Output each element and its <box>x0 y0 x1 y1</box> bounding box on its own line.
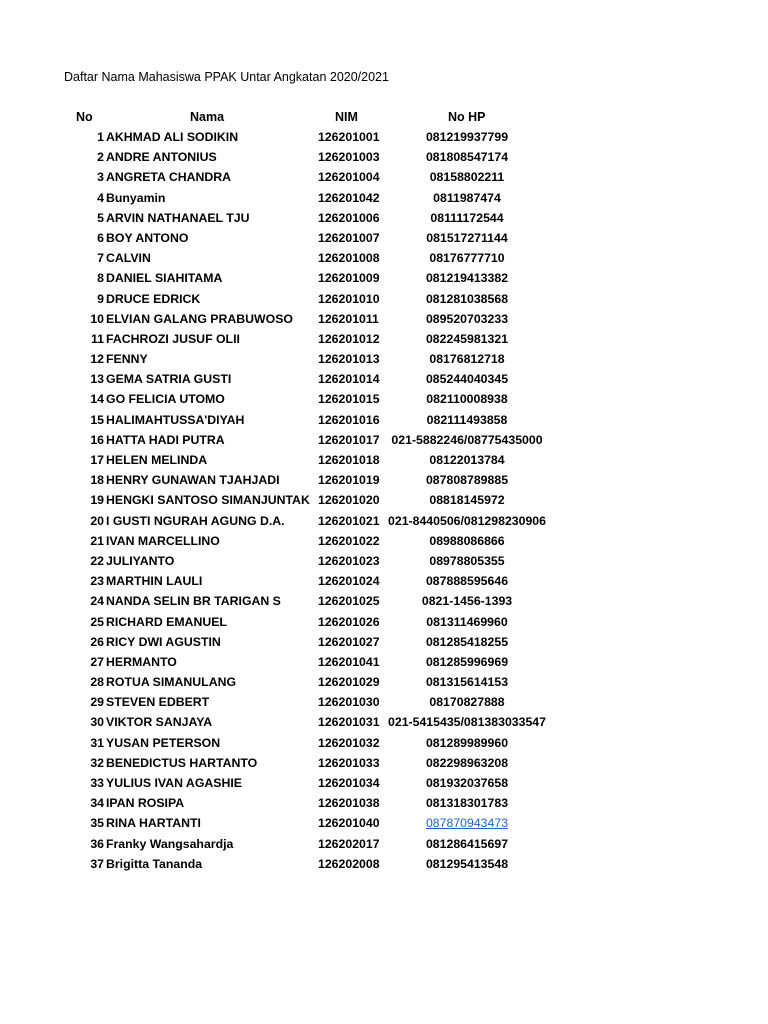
row-number: 26 <box>90 634 104 649</box>
table-row <box>0 774 768 794</box>
table-row <box>0 754 768 774</box>
student-name: YULIUS IVAN AGASHIE <box>106 776 242 790</box>
table-row <box>0 290 768 310</box>
student-name: HATTA HADI PUTRA <box>106 432 225 447</box>
student-nim: 126201018 <box>318 453 380 467</box>
table-row <box>0 613 768 633</box>
table-row <box>0 633 768 653</box>
table-row <box>0 572 768 592</box>
table-row <box>0 128 768 148</box>
row-number: 36 <box>90 836 104 851</box>
student-name: FACHROZI JUSUF OLII <box>106 331 240 346</box>
row-number: 30 <box>90 715 104 730</box>
table-row <box>0 390 768 410</box>
student-name: ANDRE ANTONIUS <box>106 150 217 165</box>
header-nim: NIM <box>335 110 358 124</box>
student-nim: 126201024 <box>318 574 380 589</box>
student-nim: 126201042 <box>318 190 380 205</box>
student-phone: 081289989960 <box>425 735 509 750</box>
table-row <box>0 209 768 229</box>
student-phone: 08111172544 <box>430 210 504 225</box>
table-row <box>0 168 768 188</box>
table-row <box>0 330 768 350</box>
table-row <box>0 713 768 733</box>
student-phone: 0821-1456-1393 <box>421 594 513 609</box>
student-name: NANDA SELIN BR TARIGAN S <box>106 594 281 609</box>
student-phone: 081318301783 <box>425 796 509 811</box>
student-phone: 082245981321 <box>425 331 509 346</box>
row-number: 32 <box>90 755 104 770</box>
row-number: 12 <box>90 352 104 367</box>
student-phone: 081295413548 <box>425 856 509 871</box>
student-name: CALVIN <box>106 251 151 266</box>
student-name: MARTHIN LAULI <box>106 574 203 589</box>
row-number: 11 <box>91 331 104 346</box>
table-row <box>0 855 768 875</box>
student-phone: 081932037658 <box>425 776 509 790</box>
student-name: HENGKI SANTOSO SIMANJUNTAK <box>106 493 310 508</box>
row-number: 16 <box>90 432 104 447</box>
student-name: RICHARD EMANUEL <box>106 614 227 629</box>
student-phone: 08158802211 <box>429 170 505 185</box>
row-number: 13 <box>90 372 104 387</box>
row-number: 19 <box>90 493 104 508</box>
header-no: No <box>76 110 93 124</box>
student-nim: 126201001 <box>318 130 380 144</box>
student-phone: 087808789885 <box>425 473 509 488</box>
student-name: ROTUA SIMANULANG <box>106 675 237 690</box>
row-number: 25 <box>90 614 104 629</box>
table-row <box>0 734 768 754</box>
student-nim: 126201027 <box>318 634 380 649</box>
row-number: 33 <box>90 776 104 790</box>
student-nim: 126201012 <box>318 331 380 346</box>
row-number: 37 <box>90 856 104 871</box>
phone-link[interactable]: 087870943473 <box>425 816 509 831</box>
row-number: 28 <box>90 675 104 690</box>
row-number: 21 <box>90 533 104 548</box>
student-phone: 081219937799 <box>425 130 509 144</box>
student-phone: 081311469960 <box>426 614 508 629</box>
row-number: 24 <box>90 594 104 609</box>
student-name: JULIYANTO <box>106 553 175 568</box>
student-nim: 126202008 <box>318 856 380 871</box>
student-phone: 085244040345 <box>425 372 509 387</box>
table-row <box>0 431 768 451</box>
student-name: ARVIN NATHANAEL TJU <box>106 210 250 225</box>
row-number: 5 <box>97 210 104 225</box>
student-name: GO FELICIA UTOMO <box>106 392 225 407</box>
student-nim: 126201033 <box>318 755 380 770</box>
student-name: STEVEN EDBERT <box>106 695 210 710</box>
student-name: HENRY GUNAWAN TJAHJADI <box>106 473 280 488</box>
student-nim: 126201008 <box>318 251 380 266</box>
row-number: 9 <box>97 291 104 306</box>
row-number: 23 <box>90 574 104 589</box>
student-nim: 126201019 <box>318 473 380 488</box>
row-number: 4 <box>97 190 104 205</box>
student-phone: 087888595646 <box>425 574 509 589</box>
student-phone: 021-8440506/081298230906 <box>388 513 546 528</box>
row-number: 27 <box>90 654 104 669</box>
student-name: HELEN MELINDA <box>106 453 208 467</box>
table-row <box>0 814 768 834</box>
table-row <box>0 350 768 370</box>
student-nim: 126201025 <box>318 594 380 609</box>
student-nim: 126201038 <box>318 796 380 811</box>
student-phone: 081286415697 <box>425 836 509 851</box>
row-number: 14 <box>90 392 104 407</box>
student-name: YUSAN PETERSON <box>106 735 221 750</box>
student-phone: 081517271144 <box>426 230 508 245</box>
table-row <box>0 491 768 511</box>
student-nim: 126201007 <box>318 230 380 245</box>
student-phone: 08818145972 <box>429 493 505 508</box>
student-name: ANGRETA CHANDRA <box>106 170 232 185</box>
student-nim: 126201010 <box>318 291 380 306</box>
student-name: I GUSTI NGURAH AGUNG D.A. <box>106 513 285 528</box>
student-name: BENEDICTUS HARTANTO <box>106 755 258 770</box>
table-row <box>0 835 768 855</box>
student-nim: 126201006 <box>318 210 380 225</box>
student-nim: 126201016 <box>318 412 380 427</box>
student-name: HERMANTO <box>106 654 177 669</box>
student-phone: 081808547174 <box>425 150 509 165</box>
student-name: RICY DWI AGUSTIN <box>106 634 221 649</box>
table-row <box>0 148 768 168</box>
student-phone: 021-5415435/081383033547 <box>388 715 546 730</box>
table-row <box>0 512 768 532</box>
student-nim: 126201021 <box>318 513 380 528</box>
student-nim: 126201009 <box>318 271 380 286</box>
student-phone: 082110008938 <box>426 392 508 407</box>
row-number: 15 <box>90 412 104 427</box>
table-row <box>0 794 768 814</box>
row-number: 20 <box>90 513 104 528</box>
student-phone: 0811987474 <box>433 190 501 205</box>
student-name: VIKTOR SANJAYA <box>106 715 213 730</box>
student-name: BOY ANTONO <box>106 230 189 245</box>
student-nim: 126201034 <box>318 776 380 790</box>
table-row <box>0 189 768 209</box>
row-number: 2 <box>97 150 104 165</box>
student-nim: 126201004 <box>318 170 380 185</box>
row-number: 6 <box>97 230 104 245</box>
student-nim: 126201013 <box>318 352 380 367</box>
student-phone: 08988086866 <box>429 533 505 548</box>
table-row <box>0 370 768 390</box>
student-phone: 08122013784 <box>429 453 505 467</box>
student-name: Franky Wangsahardja <box>106 836 234 851</box>
student-name: GEMA SATRIA GUSTI <box>106 372 232 387</box>
student-nim: 126201031 <box>318 715 380 730</box>
row-number: 8 <box>97 271 104 286</box>
student-nim: 126201026 <box>318 614 380 629</box>
student-phone: 081281038568 <box>425 291 509 306</box>
student-nim: 126201014 <box>318 372 380 387</box>
row-number: 17 <box>90 453 104 467</box>
row-number: 7 <box>97 251 104 266</box>
student-name: HALIMAHTUSSA'DIYAH <box>106 412 245 427</box>
table-row <box>0 693 768 713</box>
student-nim: 126201023 <box>318 553 380 568</box>
student-name: IPAN ROSIPA <box>106 796 185 811</box>
student-phone: 021-5882246/08775435000 <box>391 432 543 447</box>
student-name: AKHMAD ALI SODIKIN <box>106 130 239 144</box>
student-nim: 126201032 <box>318 735 380 750</box>
table-row <box>0 451 768 471</box>
table-row <box>0 592 768 612</box>
student-phone: 082298963208 <box>425 755 509 770</box>
student-list <box>0 128 768 875</box>
student-phone: 081285996969 <box>425 654 509 669</box>
table-row <box>0 229 768 249</box>
student-nim: 126201022 <box>318 533 380 548</box>
student-name: FENNY <box>106 352 148 367</box>
student-name: Bunyamin <box>106 190 166 205</box>
student-nim: 126201040 <box>318 816 380 831</box>
student-phone: 081285418255 <box>425 634 509 649</box>
table-row <box>0 673 768 693</box>
student-nim: 126201015 <box>318 392 380 407</box>
student-phone: 08978805355 <box>429 553 505 568</box>
table-row <box>0 532 768 552</box>
row-number: 31 <box>90 735 104 750</box>
student-name: IVAN MARCELLINO <box>106 533 220 548</box>
student-name: ELVIAN GALANG PRABUWOSO <box>106 311 293 326</box>
row-number: 35 <box>90 816 104 831</box>
table-row <box>0 411 768 431</box>
student-nim: 126201011 <box>318 311 379 326</box>
row-number: 3 <box>97 170 104 185</box>
row-number: 29 <box>90 695 104 710</box>
student-nim: 126202017 <box>318 836 380 851</box>
row-number: 1 <box>97 130 104 144</box>
student-nim: 126201020 <box>318 493 380 508</box>
student-nim: 126201030 <box>318 695 380 710</box>
student-name: Brigitta Tananda <box>106 856 203 871</box>
table-row <box>0 552 768 572</box>
student-nim: 126201017 <box>318 432 380 447</box>
student-phone: 089520703233 <box>425 311 509 326</box>
student-phone: 08176777710 <box>429 251 505 266</box>
document-title: Daftar Nama Mahasiswa PPAK Untar Angkatan 2020/2021 <box>64 70 389 84</box>
student-nim: 126201029 <box>318 675 380 690</box>
table-row <box>0 471 768 491</box>
student-nim: 126201041 <box>318 654 380 669</box>
table-row <box>0 269 768 289</box>
student-name: DANIEL SIAHITAMA <box>106 271 223 286</box>
row-number: 18 <box>90 473 104 488</box>
student-nim: 126201003 <box>318 150 380 165</box>
row-number: 10 <box>90 311 104 326</box>
header-nama: Nama <box>190 110 225 124</box>
table-row <box>0 653 768 673</box>
student-phone: 081219413382 <box>425 271 509 286</box>
student-phone: 08176812718 <box>429 352 505 367</box>
student-phone: 082111493858 <box>426 412 508 427</box>
row-number: 34 <box>90 796 104 811</box>
student-phone: 08170827888 <box>429 695 505 710</box>
table-row <box>0 249 768 269</box>
student-name: RINA HARTANTI <box>106 816 201 831</box>
student-name: DRUCE EDRICK <box>106 291 201 306</box>
student-phone: 081315614153 <box>425 675 509 690</box>
table-row <box>0 310 768 330</box>
header-no-hp: No HP <box>448 110 486 124</box>
row-number: 22 <box>90 553 104 568</box>
